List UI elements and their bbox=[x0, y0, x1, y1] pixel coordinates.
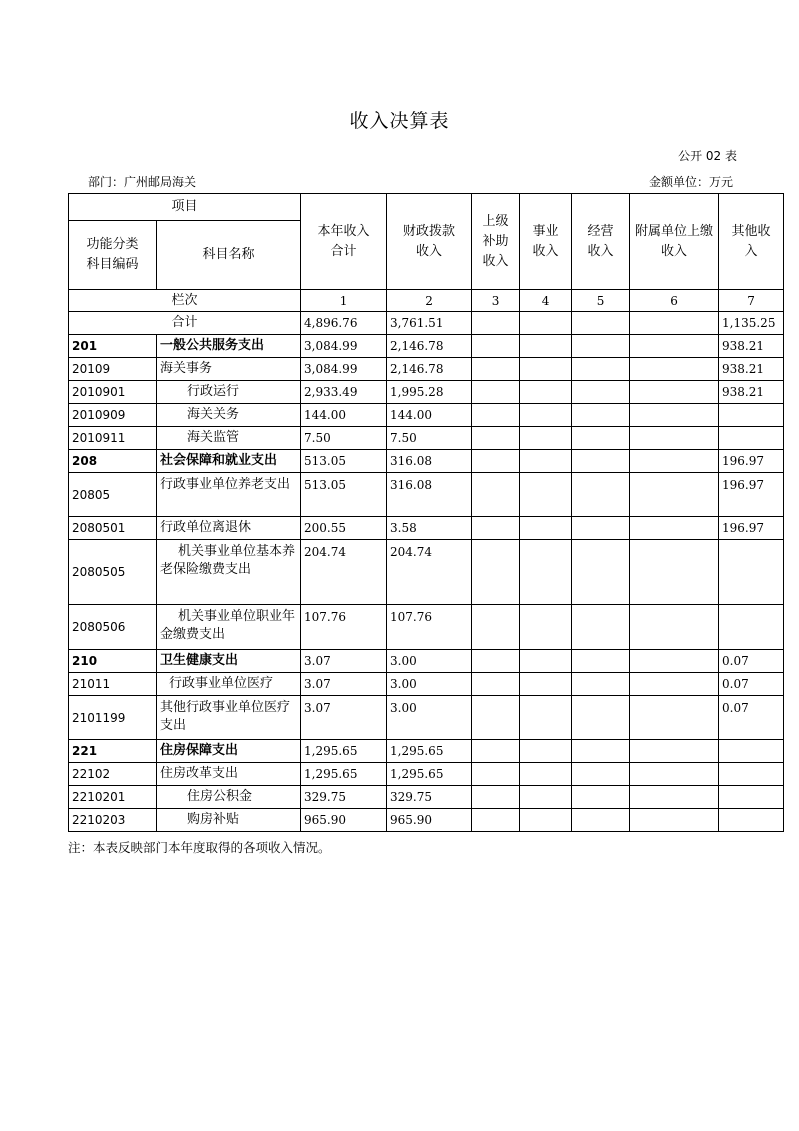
row-value bbox=[520, 381, 572, 404]
table-row bbox=[69, 763, 784, 786]
row-value: 7.50 bbox=[387, 427, 472, 450]
row-value: 965.90 bbox=[301, 809, 387, 832]
row-value: 107.76 bbox=[387, 605, 472, 650]
header-affiliated: 附属单位上缴收入 bbox=[630, 194, 719, 290]
row-value: 938.21 bbox=[719, 358, 784, 381]
row-value bbox=[472, 517, 520, 540]
row-value bbox=[630, 473, 719, 517]
row-value bbox=[472, 427, 520, 450]
header-operating: 经营收入 bbox=[572, 194, 630, 290]
row-subject-name: 海关事务 bbox=[157, 358, 301, 381]
table-row bbox=[69, 786, 784, 809]
row-value bbox=[520, 517, 572, 540]
col-number: 3 bbox=[472, 290, 520, 312]
row-value: 3.07 bbox=[301, 650, 387, 673]
row-subject-name: 社会保障和就业支出 bbox=[157, 450, 301, 473]
row-value bbox=[630, 696, 719, 740]
header-superior: 上级补助收入 bbox=[472, 194, 520, 290]
header-column-label: 栏次 bbox=[69, 290, 301, 312]
col-number: 7 bbox=[719, 290, 784, 312]
row-value: 2,146.78 bbox=[387, 358, 472, 381]
row-subject-name: 其他行政事业单位医疗支出 bbox=[157, 696, 301, 740]
row-value: 2,933.49 bbox=[301, 381, 387, 404]
income-table bbox=[68, 193, 784, 832]
row-value: 196.97 bbox=[719, 450, 784, 473]
total-value bbox=[572, 312, 630, 335]
row-value bbox=[630, 786, 719, 809]
page-title: 收入决算表 bbox=[349, 110, 450, 132]
table-row bbox=[69, 696, 784, 740]
row-value bbox=[630, 381, 719, 404]
row-value: 196.97 bbox=[719, 473, 784, 517]
row-value bbox=[719, 763, 784, 786]
row-code: 2080506 bbox=[69, 605, 157, 650]
row-value bbox=[520, 473, 572, 517]
row-value bbox=[472, 335, 520, 358]
row-value bbox=[472, 673, 520, 696]
row-value: 1,995.28 bbox=[387, 381, 472, 404]
row-value bbox=[472, 696, 520, 740]
row-value bbox=[630, 358, 719, 381]
row-value: 3,084.99 bbox=[301, 335, 387, 358]
row-value bbox=[472, 358, 520, 381]
row-subject-name: 行政事业单位养老支出 bbox=[157, 473, 301, 517]
row-value: 3,084.99 bbox=[301, 358, 387, 381]
col-number: 2 bbox=[387, 290, 472, 312]
row-code: 201 bbox=[69, 335, 157, 358]
total-label: 合计 bbox=[69, 312, 301, 335]
row-value bbox=[719, 540, 784, 605]
total-value bbox=[520, 312, 572, 335]
row-value: 107.76 bbox=[301, 605, 387, 650]
row-value bbox=[630, 540, 719, 605]
row-value: 938.21 bbox=[719, 381, 784, 404]
row-subject-name: 住房改革支出 bbox=[157, 763, 301, 786]
row-value: 144.00 bbox=[301, 404, 387, 427]
row-value: 513.05 bbox=[301, 450, 387, 473]
row-subject-name: 行政事业单位医疗 bbox=[157, 673, 301, 696]
row-code: 2210203 bbox=[69, 809, 157, 832]
row-value bbox=[572, 696, 630, 740]
header-business: 事业收入 bbox=[520, 194, 572, 290]
row-value: 1,295.65 bbox=[301, 740, 387, 763]
row-value bbox=[520, 427, 572, 450]
row-value bbox=[520, 786, 572, 809]
row-value bbox=[472, 605, 520, 650]
row-value: 144.00 bbox=[387, 404, 472, 427]
table-row bbox=[69, 673, 784, 696]
total-value: 4,896.76 bbox=[301, 312, 387, 335]
row-value: 196.97 bbox=[719, 517, 784, 540]
row-value bbox=[572, 650, 630, 673]
row-value bbox=[719, 427, 784, 450]
row-value bbox=[572, 335, 630, 358]
col-number: 6 bbox=[630, 290, 719, 312]
row-code: 21011 bbox=[69, 673, 157, 696]
table-row bbox=[69, 381, 784, 404]
row-value bbox=[520, 335, 572, 358]
row-code: 2010911 bbox=[69, 427, 157, 450]
row-value bbox=[630, 650, 719, 673]
col-number: 4 bbox=[520, 290, 572, 312]
row-value bbox=[520, 740, 572, 763]
table-row bbox=[69, 605, 784, 650]
row-subject-name: 行政运行 bbox=[157, 381, 301, 404]
table-row bbox=[69, 517, 784, 540]
row-value bbox=[719, 605, 784, 650]
row-value bbox=[572, 786, 630, 809]
row-value bbox=[572, 381, 630, 404]
row-value: 0.07 bbox=[719, 696, 784, 740]
col-number: 5 bbox=[572, 290, 630, 312]
row-value bbox=[572, 404, 630, 427]
row-subject-name: 机关事业单位基本养老保险缴费支出 bbox=[157, 540, 301, 605]
row-value bbox=[520, 358, 572, 381]
total-value bbox=[630, 312, 719, 335]
row-value: 0.07 bbox=[719, 673, 784, 696]
row-code: 210 bbox=[69, 650, 157, 673]
row-value: 1,295.65 bbox=[387, 740, 472, 763]
row-value bbox=[572, 673, 630, 696]
row-code: 2080501 bbox=[69, 517, 157, 540]
table-row bbox=[69, 335, 784, 358]
row-value: 3.00 bbox=[387, 650, 472, 673]
row-value bbox=[520, 696, 572, 740]
row-value bbox=[572, 740, 630, 763]
row-subject-name: 一般公共服务支出 bbox=[157, 335, 301, 358]
row-code: 2010909 bbox=[69, 404, 157, 427]
row-value: 513.05 bbox=[301, 473, 387, 517]
row-value bbox=[572, 358, 630, 381]
row-value: 200.55 bbox=[301, 517, 387, 540]
row-value: 3.00 bbox=[387, 696, 472, 740]
row-value bbox=[630, 427, 719, 450]
row-value bbox=[572, 517, 630, 540]
row-value: 7.50 bbox=[301, 427, 387, 450]
row-value bbox=[572, 809, 630, 832]
row-value bbox=[472, 473, 520, 517]
row-value bbox=[520, 650, 572, 673]
row-value bbox=[472, 650, 520, 673]
row-value bbox=[572, 763, 630, 786]
row-code: 22102 bbox=[69, 763, 157, 786]
row-value bbox=[520, 540, 572, 605]
row-subject-name: 机关事业单位职业年金缴费支出 bbox=[157, 605, 301, 650]
row-value bbox=[572, 540, 630, 605]
row-value: 938.21 bbox=[719, 335, 784, 358]
table-row bbox=[69, 809, 784, 832]
row-value bbox=[572, 605, 630, 650]
row-value bbox=[719, 740, 784, 763]
row-value bbox=[520, 673, 572, 696]
row-value bbox=[472, 809, 520, 832]
row-value bbox=[630, 809, 719, 832]
row-value: 3.07 bbox=[301, 673, 387, 696]
row-code: 221 bbox=[69, 740, 157, 763]
row-value: 965.90 bbox=[387, 809, 472, 832]
row-value bbox=[630, 517, 719, 540]
row-value: 329.75 bbox=[387, 786, 472, 809]
unit-label: 金额单位：万元 bbox=[648, 175, 733, 189]
row-value bbox=[572, 450, 630, 473]
row-subject-name: 卫生健康支出 bbox=[157, 650, 301, 673]
table-row bbox=[69, 473, 784, 517]
table-row bbox=[69, 358, 784, 381]
row-value: 204.74 bbox=[301, 540, 387, 605]
table-row bbox=[69, 404, 784, 427]
table-row bbox=[69, 540, 784, 605]
row-value bbox=[630, 450, 719, 473]
row-value: 329.75 bbox=[301, 786, 387, 809]
header-total: 本年收入合计 bbox=[301, 194, 387, 290]
row-value bbox=[572, 427, 630, 450]
row-value: 3.07 bbox=[301, 696, 387, 740]
row-value: 0.07 bbox=[719, 650, 784, 673]
row-code: 208 bbox=[69, 450, 157, 473]
row-code: 20805 bbox=[69, 473, 157, 517]
row-code: 2210201 bbox=[69, 786, 157, 809]
row-subject-name: 住房公积金 bbox=[157, 786, 301, 809]
row-value: 316.08 bbox=[387, 450, 472, 473]
form-number: 公开 02 表 bbox=[678, 149, 737, 163]
row-value: 1,295.65 bbox=[387, 763, 472, 786]
row-subject-name: 海关关务 bbox=[157, 404, 301, 427]
row-value bbox=[520, 404, 572, 427]
row-value: 1,295.65 bbox=[301, 763, 387, 786]
row-value bbox=[572, 473, 630, 517]
row-value bbox=[472, 786, 520, 809]
row-value bbox=[630, 404, 719, 427]
row-code: 20109 bbox=[69, 358, 157, 381]
total-value: 3,761.51 bbox=[387, 312, 472, 335]
table-row bbox=[69, 427, 784, 450]
row-subject-name: 购房补贴 bbox=[157, 809, 301, 832]
row-value bbox=[630, 763, 719, 786]
row-value bbox=[520, 809, 572, 832]
row-value bbox=[472, 404, 520, 427]
row-value bbox=[630, 605, 719, 650]
header-func-code: 功能分类科目编码 bbox=[69, 221, 157, 290]
table-row bbox=[69, 450, 784, 473]
row-subject-name: 住房保障支出 bbox=[157, 740, 301, 763]
row-value bbox=[630, 740, 719, 763]
row-subject-name: 海关监管 bbox=[157, 427, 301, 450]
row-value: 3.00 bbox=[387, 673, 472, 696]
header-item: 项目 bbox=[69, 194, 301, 221]
row-value bbox=[719, 786, 784, 809]
col-number: 1 bbox=[301, 290, 387, 312]
table-note: 注：本表反映部门本年度取得的各项收入情况。 bbox=[68, 840, 331, 855]
row-value bbox=[719, 404, 784, 427]
row-value: 3.58 bbox=[387, 517, 472, 540]
total-value: 1,135.25 bbox=[719, 312, 784, 335]
table-row bbox=[69, 740, 784, 763]
total-row bbox=[69, 312, 784, 335]
header-subject-name: 科目名称 bbox=[157, 221, 301, 290]
row-value bbox=[472, 540, 520, 605]
row-value bbox=[630, 673, 719, 696]
row-value bbox=[472, 450, 520, 473]
header-fiscal: 财政拨款收入 bbox=[387, 194, 472, 290]
row-value: 204.74 bbox=[387, 540, 472, 605]
row-code: 2080505 bbox=[69, 540, 157, 605]
row-value bbox=[472, 381, 520, 404]
row-value bbox=[630, 335, 719, 358]
row-value: 316.08 bbox=[387, 473, 472, 517]
department-label: 部门：广州邮局海关 bbox=[88, 175, 197, 189]
header-other: 其他收入 bbox=[719, 194, 784, 290]
row-code: 2101199 bbox=[69, 696, 157, 740]
row-value bbox=[472, 740, 520, 763]
row-value: 2,146.78 bbox=[387, 335, 472, 358]
row-value bbox=[520, 763, 572, 786]
row-subject-name: 行政单位离退休 bbox=[157, 517, 301, 540]
table-row bbox=[69, 650, 784, 673]
row-value bbox=[520, 450, 572, 473]
total-value bbox=[472, 312, 520, 335]
row-value bbox=[472, 763, 520, 786]
row-value bbox=[719, 809, 784, 832]
row-code: 2010901 bbox=[69, 381, 157, 404]
row-value bbox=[520, 605, 572, 650]
